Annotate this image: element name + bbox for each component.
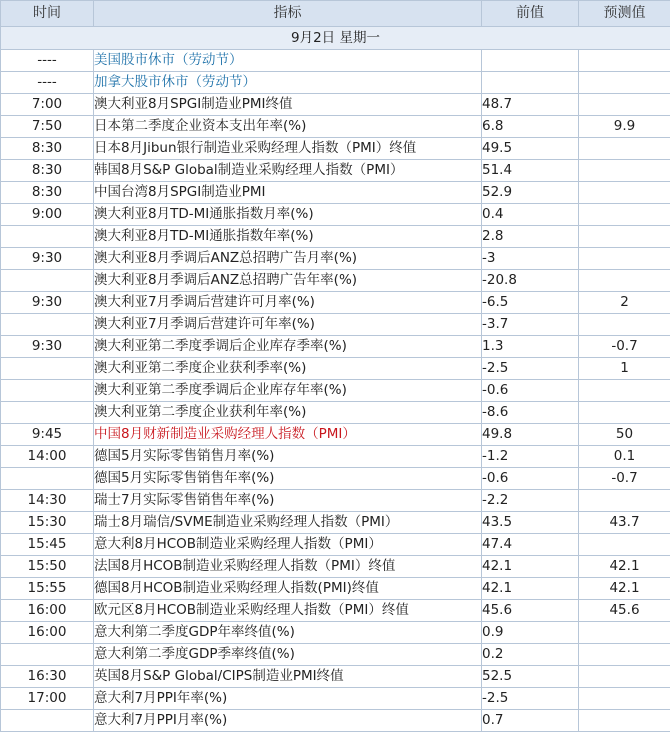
table-row <box>1 116 670 138</box>
indicator-cell: 日本8月Jibun银行制造业采购经理人指数（PMI）终值 <box>94 138 482 160</box>
table-row <box>1 314 670 336</box>
indicator-cell: 澳大利亚8月TD-MI通胀指数月率(%) <box>94 204 482 226</box>
previous-cell: 47.4 <box>482 534 579 556</box>
previous-cell: 43.5 <box>482 512 579 534</box>
forecast-cell <box>579 204 670 226</box>
table-row <box>1 468 670 490</box>
table-row <box>1 644 670 666</box>
indicator-cell: 澳大利亚7月季调后营建许可年率(%) <box>94 314 482 336</box>
time-cell <box>1 710 94 732</box>
forecast-cell: 42.1 <box>579 556 670 578</box>
time-cell: 15:50 <box>1 556 94 578</box>
forecast-cell <box>579 72 670 94</box>
time-cell: 8:30 <box>1 182 94 204</box>
forecast-cell <box>579 402 670 424</box>
table-row <box>1 402 670 424</box>
forecast-cell: 2 <box>579 292 670 314</box>
time-cell <box>1 226 94 248</box>
table-row <box>1 72 670 94</box>
previous-cell: 49.8 <box>482 424 579 446</box>
time-cell: 7:50 <box>1 116 94 138</box>
time-cell: ---- <box>1 50 94 72</box>
time-cell: 9:30 <box>1 336 94 358</box>
forecast-cell: 0.1 <box>579 446 670 468</box>
table-row <box>1 710 670 732</box>
forecast-cell: 9.9 <box>579 116 670 138</box>
table-row <box>1 138 670 160</box>
previous-cell: 0.7 <box>482 710 579 732</box>
forecast-cell: 1 <box>579 358 670 380</box>
table-row <box>1 380 670 402</box>
forecast-cell <box>579 314 670 336</box>
time-cell <box>1 644 94 666</box>
forecast-cell <box>579 94 670 116</box>
time-cell <box>1 358 94 380</box>
table-row <box>1 226 670 248</box>
indicator-cell: 澳大利亚7月季调后营建许可月率(%) <box>94 292 482 314</box>
indicator-cell: 意大利8月HCOB制造业采购经理人指数（PMI） <box>94 534 482 556</box>
forecast-cell <box>579 490 670 512</box>
forecast-cell: -0.7 <box>579 336 670 358</box>
table-row <box>1 182 670 204</box>
time-cell: 15:30 <box>1 512 94 534</box>
previous-cell: 0.2 <box>482 644 579 666</box>
table-row <box>1 446 670 468</box>
indicator-cell: 澳大利亚第二季度季调后企业库存年率(%) <box>94 380 482 402</box>
previous-cell: 52.5 <box>482 666 579 688</box>
previous-cell: 45.6 <box>482 600 579 622</box>
previous-cell: 2.8 <box>482 226 579 248</box>
time-cell: 9:00 <box>1 204 94 226</box>
header-row <box>1 1 670 27</box>
forecast-cell <box>579 160 670 182</box>
indicator-cell: 澳大利亚8月季调后ANZ总招聘广告年率(%) <box>94 270 482 292</box>
forecast-cell: 50 <box>579 424 670 446</box>
table-row <box>1 160 670 182</box>
time-cell: 15:45 <box>1 534 94 556</box>
previous-cell: -20.8 <box>482 270 579 292</box>
forecast-cell <box>579 50 670 72</box>
previous-cell: -1.2 <box>482 446 579 468</box>
time-cell: 9:30 <box>1 248 94 270</box>
indicator-cell: 法国8月HCOB制造业采购经理人指数（PMI）终值 <box>94 556 482 578</box>
indicator-cell: 美国股市休市（劳动节） <box>94 50 482 72</box>
table-row <box>1 578 670 600</box>
previous-cell: 52.9 <box>482 182 579 204</box>
indicator-cell: 德国5月实际零售销售月率(%) <box>94 446 482 468</box>
forecast-cell <box>579 688 670 710</box>
table-row <box>1 534 670 556</box>
table-row <box>1 270 670 292</box>
indicator-cell: 中国台湾8月SPGI制造业PMI <box>94 182 482 204</box>
forecast-cell <box>579 248 670 270</box>
previous-cell: 0.9 <box>482 622 579 644</box>
indicator-cell: 日本第二季度企业资本支出年率(%) <box>94 116 482 138</box>
previous-cell: -2.2 <box>482 490 579 512</box>
table-row <box>1 50 670 72</box>
indicator-cell: 加拿大股市休市（劳动节） <box>94 72 482 94</box>
table-row <box>1 94 670 116</box>
header-forecast: 预测值 <box>579 1 670 27</box>
previous-cell: -6.5 <box>482 292 579 314</box>
previous-cell: 0.4 <box>482 204 579 226</box>
time-cell <box>1 380 94 402</box>
indicator-cell: 意大利7月PPI月率(%) <box>94 710 482 732</box>
forecast-cell <box>579 666 670 688</box>
time-cell: 16:30 <box>1 666 94 688</box>
indicator-cell: 德国8月HCOB制造业采购经理人指数(PMI)终值 <box>94 578 482 600</box>
time-cell: 9:30 <box>1 292 94 314</box>
forecast-cell <box>579 710 670 732</box>
forecast-cell <box>579 138 670 160</box>
time-cell <box>1 402 94 424</box>
indicator-cell: 澳大利亚第二季度季调后企业库存季率(%) <box>94 336 482 358</box>
previous-cell: -0.6 <box>482 380 579 402</box>
time-cell <box>1 468 94 490</box>
time-cell <box>1 314 94 336</box>
previous-cell: -0.6 <box>482 468 579 490</box>
time-cell: 16:00 <box>1 600 94 622</box>
previous-cell: 48.7 <box>482 94 579 116</box>
time-cell: 17:00 <box>1 688 94 710</box>
time-cell: ---- <box>1 72 94 94</box>
table-row <box>1 666 670 688</box>
indicator-cell: 欧元区8月HCOB制造业采购经理人指数（PMI）终值 <box>94 600 482 622</box>
previous-cell: -3.7 <box>482 314 579 336</box>
forecast-cell: 43.7 <box>579 512 670 534</box>
time-cell: 15:55 <box>1 578 94 600</box>
indicator-cell: 澳大利亚8月TD-MI通胀指数年率(%) <box>94 226 482 248</box>
previous-cell: 51.4 <box>482 160 579 182</box>
indicator-cell: 澳大利亚第二季度企业获利年率(%) <box>94 402 482 424</box>
time-cell: 16:00 <box>1 622 94 644</box>
forecast-cell <box>579 380 670 402</box>
indicator-cell: 意大利第二季度GDP年率终值(%) <box>94 622 482 644</box>
indicator-cell: 意大利7月PPI年率(%) <box>94 688 482 710</box>
forecast-cell <box>579 534 670 556</box>
indicator-cell: 英国8月S&P Global/CIPS制造业PMI终值 <box>94 666 482 688</box>
previous-cell: 6.8 <box>482 116 579 138</box>
table-header <box>1 1 670 27</box>
indicator-cell: 瑞士7月实际零售销售年率(%) <box>94 490 482 512</box>
table-row <box>1 622 670 644</box>
table-row <box>1 512 670 534</box>
time-cell: 14:30 <box>1 490 94 512</box>
table-row <box>1 688 670 710</box>
previous-cell: 42.1 <box>482 556 579 578</box>
previous-cell: -8.6 <box>482 402 579 424</box>
table-row <box>1 600 670 622</box>
date-row <box>1 27 670 50</box>
table-row <box>1 556 670 578</box>
forecast-cell: 45.6 <box>579 600 670 622</box>
forecast-cell <box>579 182 670 204</box>
forecast-cell: -0.7 <box>579 468 670 490</box>
time-cell: 8:30 <box>1 160 94 182</box>
table-row <box>1 204 670 226</box>
previous-cell: -2.5 <box>482 688 579 710</box>
indicator-cell: 瑞士8月瑞信/SVME制造业采购经理人指数（PMI） <box>94 512 482 534</box>
time-cell: 7:00 <box>1 94 94 116</box>
table-row <box>1 292 670 314</box>
forecast-cell <box>579 644 670 666</box>
indicator-cell: 澳大利亚第二季度企业获利季率(%) <box>94 358 482 380</box>
previous-cell: 49.5 <box>482 138 579 160</box>
forecast-cell <box>579 622 670 644</box>
table-row <box>1 358 670 380</box>
forecast-cell <box>579 270 670 292</box>
table-row <box>1 424 670 446</box>
time-cell: 8:30 <box>1 138 94 160</box>
table-row <box>1 490 670 512</box>
table-row <box>1 336 670 358</box>
indicator-cell: 中国8月财新制造业采购经理人指数（PMI） <box>94 424 482 446</box>
previous-cell: -3 <box>482 248 579 270</box>
indicator-cell: 德国5月实际零售销售年率(%) <box>94 468 482 490</box>
previous-cell: 42.1 <box>482 578 579 600</box>
previous-cell <box>482 50 579 72</box>
previous-cell <box>482 72 579 94</box>
table-body <box>1 27 670 732</box>
time-cell <box>1 270 94 292</box>
header-previous: 前值 <box>482 1 579 27</box>
indicator-cell: 澳大利亚8月SPGI制造业PMI终值 <box>94 94 482 116</box>
previous-cell: 1.3 <box>482 336 579 358</box>
previous-cell: -2.5 <box>482 358 579 380</box>
header-time: 时间 <box>1 1 94 27</box>
indicator-cell: 意大利第二季度GDP季率终值(%) <box>94 644 482 666</box>
date-label: 9月2日 星期一 <box>1 27 670 50</box>
indicator-cell: 韩国8月S&P Global制造业采购经理人指数（PMI） <box>94 160 482 182</box>
header-indicator: 指标 <box>94 1 482 27</box>
time-cell: 14:00 <box>1 446 94 468</box>
time-cell: 9:45 <box>1 424 94 446</box>
indicator-cell: 澳大利亚8月季调后ANZ总招聘广告月率(%) <box>94 248 482 270</box>
table-row <box>1 248 670 270</box>
forecast-cell <box>579 226 670 248</box>
forecast-cell: 42.1 <box>579 578 670 600</box>
